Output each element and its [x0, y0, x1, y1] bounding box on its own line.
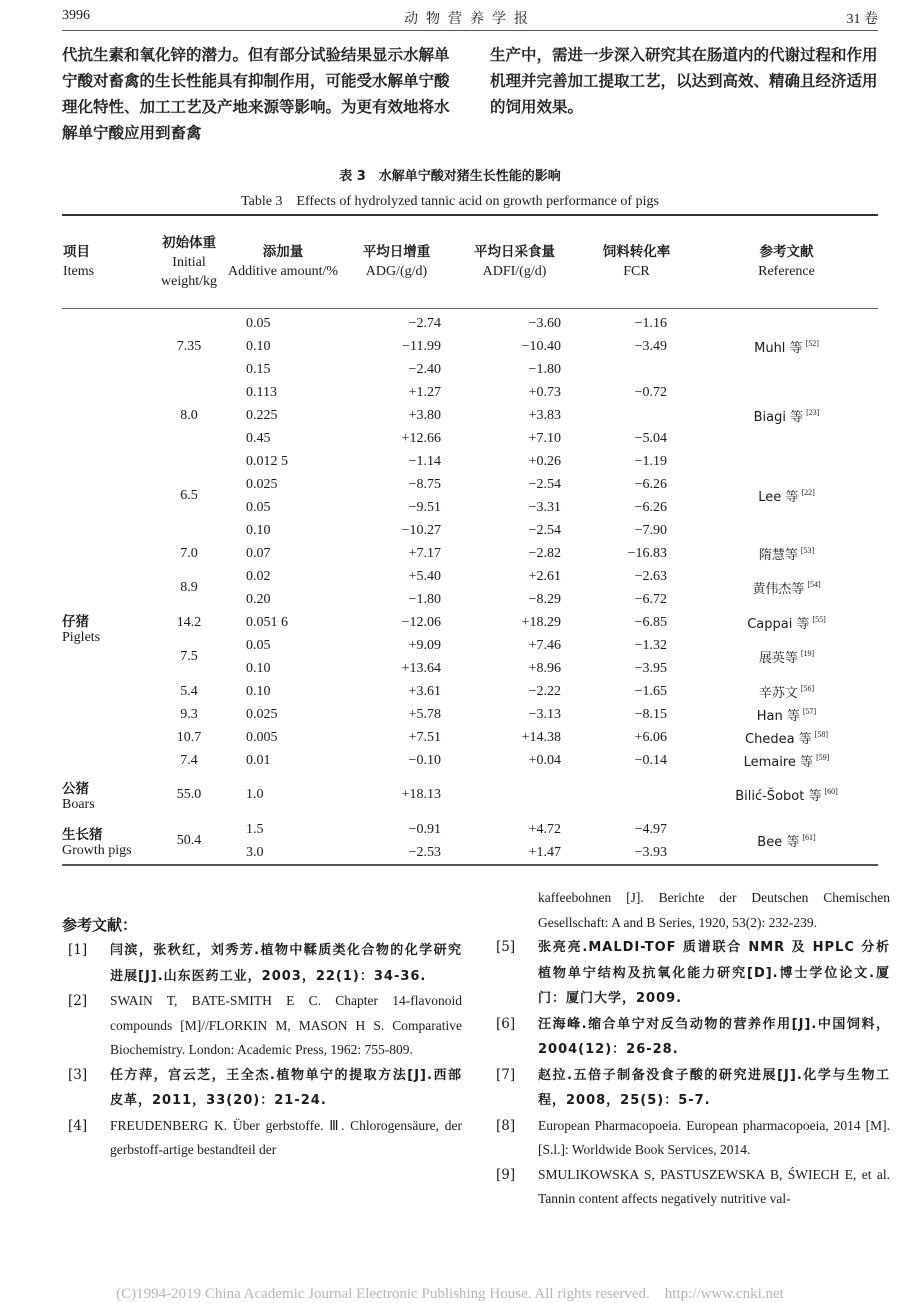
reference-cell: [695, 611, 878, 634]
reference-cell: [695, 703, 878, 726]
additive-amount-cell: 0.05: [246, 637, 271, 653]
citation-number[interactable]: [60]: [824, 787, 838, 796]
initial-weight-cell: 8.0: [180, 407, 198, 423]
volume-label: 31 卷: [846, 12, 878, 27]
reference-author: Bee 等: [757, 835, 800, 850]
fcr-cell: −3.93: [634, 844, 667, 860]
table-row: [62, 726, 878, 749]
adg-cell: −9.51: [408, 499, 441, 515]
initial-weight-cell: 7.4: [180, 752, 198, 768]
additive-amount-cell: 0.45: [246, 430, 271, 446]
adg-cell: −1.14: [408, 453, 441, 469]
references-left-column: [62, 938, 462, 1163]
page-number: 3996: [62, 8, 90, 23]
copyright-footer: (C)1994-2019 China Academic Journal Electronic Publishing House. All rights reserved. http://www.cnki.net: [116, 1286, 784, 1302]
reference-cell: [695, 381, 878, 450]
table-row: [62, 749, 878, 772]
adfi-cell: −8.29: [528, 591, 561, 607]
initial-weight-cell: 7.35: [176, 338, 202, 354]
reference-number: [7]: [496, 1066, 516, 1083]
reference-cell: [695, 680, 878, 703]
additive-amount-cell: 0.01: [246, 752, 271, 768]
adg-cell: −2.74: [408, 315, 441, 331]
additive-amount-cell: 0.07: [246, 545, 271, 561]
reference-entry: [490, 1163, 890, 1212]
adfi-cell: +0.26: [528, 453, 561, 469]
initial-weight-cell: 6.5: [180, 488, 198, 503]
reference-text: 张亮亮.MALDI-TOF 质谱联合 NMR 及 HPLC 分析植物单宁结构及抗氧化能力研究[D].博士学位论文.厦门：厦门大学，2009.: [538, 940, 890, 1006]
additive-amount-cell: 0.005: [246, 729, 278, 745]
reference-text: SWAIN T, BATE-SMITH E C. Chapter 14-flavonoid compounds [M]//FLORKIN M, MASON H S. Comparative Biochemistry. London: Academic Press, 1962: 755-809.: [110, 993, 462, 1057]
adg-cell: −2.53: [408, 844, 441, 860]
reference-number: [9]: [496, 1166, 516, 1183]
initial-weight-cell: 7.5: [180, 649, 198, 664]
references-right-column: [490, 886, 890, 1212]
fcr-cell: −3.49: [634, 338, 667, 354]
reference-author: 辛苏文: [758, 685, 798, 701]
reference-number: [6]: [496, 1015, 516, 1032]
adfi-cell: +4.72: [528, 821, 561, 837]
reference-entry: [62, 1063, 462, 1114]
reference-number: [8]: [496, 1117, 516, 1134]
citation-number[interactable]: [52]: [805, 338, 819, 348]
initial-weight-cell: 8.9: [180, 580, 198, 595]
additive-amount-cell: 0.02: [246, 568, 271, 584]
initial-weight-cell: 10.7: [176, 729, 202, 745]
reference-cell: [695, 634, 878, 680]
initial-weight-cell: 55.0: [176, 787, 202, 802]
reference-entry: [490, 1063, 890, 1114]
header-initial-weight: 初始体重 Initial weight/kg: [161, 234, 217, 289]
adg-cell: −1.80: [408, 591, 441, 607]
adfi-cell: +7.46: [528, 637, 561, 653]
adfi-cell: [451, 772, 577, 818]
table-row: [62, 703, 878, 726]
initial-weight-cell: 7.0: [180, 545, 198, 561]
adg-cell: +5.78: [408, 706, 441, 722]
table-row: [62, 611, 878, 634]
reference-author: Chedea 等: [745, 731, 812, 747]
table-row: [62, 450, 878, 473]
header-items: 项目 Items: [63, 244, 95, 279]
adg-cell: −0.91: [408, 821, 441, 837]
fcr-cell: −1.32: [634, 637, 667, 653]
adg-cell: +9.09: [408, 637, 441, 653]
header-additive-amount: 添加量 Additive amount/%: [227, 244, 339, 279]
additive-amount-cell: 0.012 5: [246, 453, 288, 469]
reference-number: [4]: [68, 1117, 88, 1134]
fcr-cell: [577, 358, 695, 381]
adg-cell: −11.99: [402, 338, 441, 354]
table-row: [62, 542, 878, 565]
adfi-cell: −3.13: [528, 706, 561, 722]
adg-cell: −8.75: [408, 476, 441, 492]
fcr-cell: −1.19: [634, 453, 667, 469]
table-row: [62, 381, 878, 404]
citation-number[interactable]: [61]: [802, 833, 816, 842]
adfi-cell: −10.40: [521, 338, 561, 354]
reference-author: 展英等: [758, 651, 798, 666]
table-caption-english: Table 3 Effects of hydrolyzed tannic acid on growth performance of pigs: [241, 194, 659, 209]
reference-text: 任方萍，宫云芝，王全杰.植物单宁的提取方法[J].西部皮革，2011，33(20)：21-24.: [110, 1067, 462, 1108]
reference-text: 闫滨，张秋红，刘秀芳.植物中鞣质类化合物的化学研究进展[J].山东医药工业，2003，22(1)：34-36.: [110, 943, 462, 984]
reference-entry: [62, 989, 462, 1063]
additive-amount-cell: 1.0: [246, 787, 264, 802]
additive-amount-cell: 0.10: [246, 683, 271, 699]
citation-number[interactable]: [23]: [806, 407, 820, 417]
reference-author: Lee 等: [758, 490, 799, 505]
additive-amount-cell: 0.20: [246, 591, 271, 607]
reference-entry: [490, 935, 890, 1012]
adg-cell: +1.27: [408, 384, 441, 400]
fcr-cell: −0.72: [634, 384, 667, 400]
reference-number: [2]: [68, 993, 88, 1009]
fcr-cell: −0.14: [634, 752, 667, 768]
adfi-cell: +18.29: [521, 614, 561, 630]
adfi-cell: +0.04: [528, 752, 561, 768]
adfi-cell: +1.47: [528, 844, 561, 860]
group-label: 公猪 Boars: [62, 781, 95, 812]
reference-entry: [62, 938, 462, 989]
adfi-cell: +7.10: [528, 430, 561, 446]
reference-number: [5]: [496, 939, 516, 955]
fcr-cell: −3.95: [634, 660, 667, 676]
adg-cell: +13.64: [401, 660, 441, 676]
additive-amount-cell: 0.10: [246, 338, 271, 354]
reference-cell: [695, 726, 878, 749]
fcr-cell: −2.63: [634, 568, 667, 584]
adg-cell: +7.51: [408, 729, 441, 745]
adfi-cell: −2.54: [528, 522, 561, 538]
citation-number[interactable]: [22]: [801, 488, 815, 497]
adfi-cell: +2.61: [528, 568, 561, 584]
reference-author: Han 等: [756, 708, 800, 724]
reference-cell: [695, 309, 878, 382]
reference-author: Bilić-Šobot 等: [735, 789, 822, 804]
additive-amount-cell: 0.025: [246, 706, 278, 722]
header-reference: 参考文献 Reference: [758, 244, 815, 279]
fcr-cell: −6.26: [634, 476, 667, 492]
reference-cell: [695, 772, 878, 818]
table-row: [62, 680, 878, 703]
group-label: 仔猪 Piglets: [62, 614, 101, 645]
reference-author: Lemaire 等: [743, 754, 814, 770]
fcr-cell: −8.15: [634, 706, 667, 722]
header-fcr: 饲料转化率 FCR: [602, 244, 671, 279]
reference-entry: [490, 1114, 890, 1163]
reference-cell: [695, 749, 878, 772]
citation-number[interactable]: [19]: [800, 649, 815, 658]
table-caption-chinese: 表 3 水解单宁酸对猪生长性能的影响: [339, 169, 561, 184]
additive-amount-cell: 0.051 6: [246, 614, 288, 630]
table-row: [62, 309, 878, 336]
adg-cell: +3.61: [408, 683, 441, 699]
header-adg: 平均日增重 ADG/(g/d): [362, 244, 431, 279]
reference-entry: [490, 1012, 890, 1063]
reference-author: 隋慧等: [758, 547, 798, 563]
table-row: [62, 634, 878, 657]
reference-cell: [695, 818, 878, 865]
initial-weight-cell: 5.4: [180, 683, 198, 699]
citation-number[interactable]: [57]: [802, 706, 817, 716]
reference-cell: [695, 565, 878, 611]
citation-number[interactable]: [53]: [800, 545, 815, 555]
additive-amount-cell: 0.15: [246, 361, 271, 377]
fcr-cell: −1.16: [634, 315, 667, 331]
reference-cell: [695, 450, 878, 542]
fcr-cell: −6.26: [634, 499, 667, 515]
fcr-cell: [577, 404, 695, 427]
adg-cell: −2.40: [408, 361, 441, 377]
reference-author: Biagi 等: [753, 409, 804, 425]
adfi-cell: −2.54: [528, 476, 561, 492]
reference-text: 汪海峰.缩合单宁对反刍动物的营养作用[J].中国饲料，2004(12)：26-28.: [538, 1016, 890, 1057]
initial-weight-cell: 9.3: [180, 706, 198, 722]
reference-continuation: kaffeebohnen [J]. Berichte der Deutschen Chemischen Gesellschaft: A and B Series, 1920, 53(2): 232-239.: [538, 890, 890, 930]
adg-cell: +3.80: [408, 407, 441, 423]
adfi-cell: −3.31: [528, 499, 561, 515]
table-row: [62, 818, 878, 841]
journal-title: 动物营养学报: [404, 11, 536, 27]
adg-cell: +18.13: [401, 787, 441, 802]
body-text-right-column: 生产中，需进一步深入研究其在肠道内的代谢过程和作用机理并完善加工提取工艺，以达到高效、精确且经济适用的饲用效果。: [490, 46, 878, 116]
fcr-cell: −5.04: [634, 430, 667, 446]
additive-amount-cell: 0.225: [246, 407, 278, 423]
reference-number: [3]: [68, 1066, 88, 1083]
reference-text: FREUDENBERG K. Über gerbstoffe. Ⅲ. Chlorogensäure, der gerbstoff-artige bestandteil der: [110, 1117, 462, 1157]
fcr-cell: −1.65: [634, 683, 667, 699]
reference-author: Cappai 等: [747, 616, 810, 632]
adg-cell: +12.66: [401, 430, 441, 446]
fcr-cell: −6.72: [634, 591, 667, 607]
group-label: 生长猪 Growth pigs: [62, 827, 132, 858]
adg-cell: −0.10: [408, 752, 441, 768]
citation-number[interactable]: [55]: [812, 614, 826, 624]
additive-amount-cell: 0.10: [246, 522, 271, 538]
adfi-cell: −1.80: [528, 361, 561, 377]
reference-number: [1]: [68, 942, 88, 958]
additive-amount-cell: 0.10: [246, 660, 271, 676]
additive-amount-cell: 0.05: [246, 499, 271, 515]
adfi-cell: +8.96: [528, 660, 561, 676]
adfi-cell: +3.83: [528, 407, 561, 423]
citation-number[interactable]: [54]: [807, 580, 821, 589]
initial-weight-cell: 14.2: [176, 614, 202, 630]
reference-author: Muhl 等: [754, 340, 803, 356]
table-row: [62, 772, 878, 818]
reference-text: 赵拉.五倍子制备没食子酸的研究进展[J].化学与生物工程，2008，25(5)：5-7.: [538, 1067, 890, 1108]
table-row: [62, 565, 878, 588]
reference-cell: [695, 542, 878, 565]
additive-amount-cell: 0.113: [246, 384, 277, 400]
fcr-cell: −7.90: [634, 522, 667, 538]
citation-number[interactable]: [56]: [800, 683, 815, 693]
fcr-cell: −4.97: [634, 821, 667, 837]
table-header-row: [62, 215, 878, 309]
fcr-cell: −6.85: [634, 614, 667, 630]
reference-text: European Pharmacopoeia. European pharmacopoeia, 2014 [M]. [S.l.]: Worldwide Book Services, 2014.: [538, 1117, 890, 1157]
fcr-cell: −16.83: [627, 545, 667, 561]
adfi-cell: −3.60: [528, 315, 561, 331]
adg-cell: −12.06: [401, 614, 441, 630]
growth-performance-table: [62, 214, 878, 866]
additive-amount-cell: 0.025: [246, 476, 278, 492]
additive-amount-cell: 1.5: [246, 821, 264, 837]
citation-number[interactable]: [58]: [814, 729, 828, 739]
initial-weight-cell: 50.4: [176, 833, 202, 848]
adg-cell: +7.17: [408, 545, 441, 561]
table-body: [62, 309, 878, 866]
adfi-cell: −2.22: [528, 683, 561, 699]
references-heading: 参考文献：: [62, 916, 138, 934]
adg-cell: −10.27: [401, 522, 441, 538]
running-header: [62, 6, 878, 31]
body-text-left-column: 代抗生素和氧化锌的潜力。但有部分试验结果显示水解单宁酸对畜禽的生长性能具有抑制作用，可能受水解单宁酸理化特性、加工工艺及产地来源等影响。为更有效地将水解单宁酸应用到畜禽: [62, 46, 450, 142]
citation-number[interactable]: [59]: [816, 752, 830, 762]
additive-amount-cell: 3.0: [246, 844, 264, 860]
additive-amount-cell: 0.05: [246, 315, 271, 331]
reference-entry: [62, 1114, 462, 1163]
fcr-cell: +6.06: [634, 729, 667, 745]
adfi-cell: +14.38: [521, 729, 561, 745]
adg-cell: +5.40: [408, 568, 441, 584]
reference-text: SMULIKOWSKA S, PASTUSZEWSKA B, ŚWIECH E, et al. Tannin content affects negatively nutritive val-: [538, 1166, 890, 1206]
fcr-cell: [577, 772, 695, 818]
adfi-cell: +0.73: [528, 384, 561, 400]
header-adfi: 平均日采食量 ADFI/(g/d): [474, 244, 555, 279]
reference-author: 黄伟杰等: [752, 582, 805, 597]
adfi-cell: −2.82: [528, 545, 561, 561]
